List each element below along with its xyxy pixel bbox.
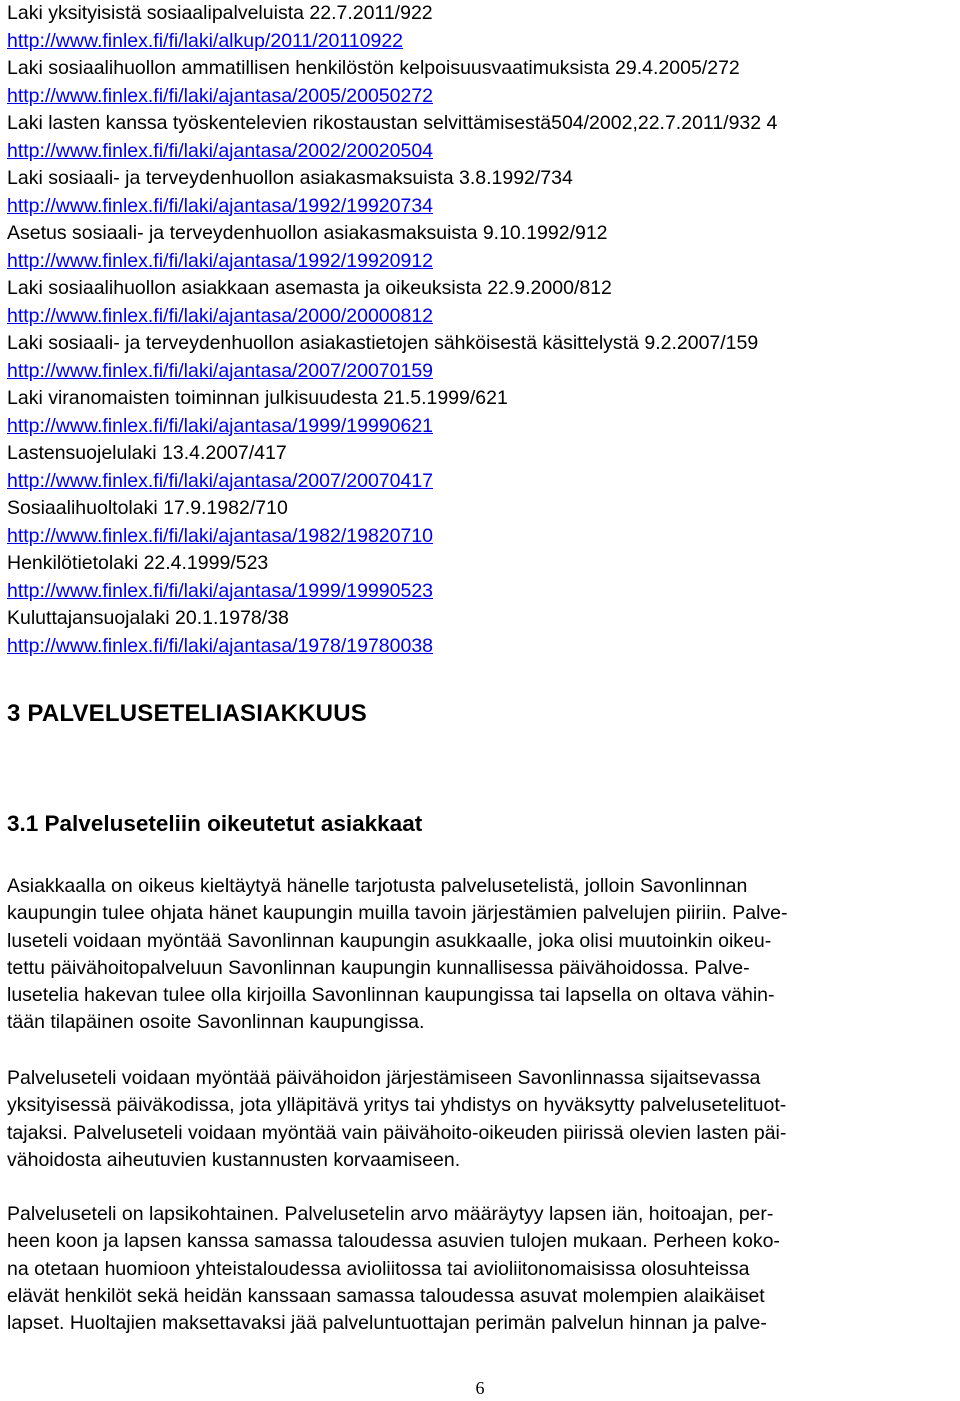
reference-title: Laki yksityisistä sosiaalipalveluista 22.7.2011/922	[7, 2, 433, 24]
paragraph-line: tään tilapäinen osoite Savonlinnan kaupungissa.	[7, 1011, 425, 1034]
reference-link-line	[7, 633, 957, 661]
finlex-link[interactable]: http://www.finlex.fi/fi/laki/ajantasa/1999/19990621	[7, 414, 434, 437]
reference-link-line	[7, 83, 957, 111]
reference-link-line	[7, 413, 957, 441]
paragraph-line: lapset. Huoltajien maksettavaksi jää palveluntuottajan perimän palvelun hinnan ja palve-	[7, 1312, 767, 1335]
finlex-link[interactable]: http://www.finlex.fi/fi/laki/ajantasa/1992/19920734	[7, 194, 434, 217]
paragraph-line: Asiakkaalla on oikeus kieltäytyä hänelle tarjotusta palvelusetelistä, jolloin Savonlinnan	[7, 875, 748, 897]
reference-title: Laki sosiaalihuollon ammatillisen henkilöstön kelpoisuusvaatimuksista 29.4.2005/272	[7, 57, 740, 79]
paragraph-2	[7, 1065, 955, 1174]
reference-link-line	[7, 468, 957, 496]
paragraph-3	[7, 1201, 955, 1337]
reference-link-line	[7, 358, 957, 386]
finlex-link[interactable]: http://www.finlex.fi/fi/laki/ajantasa/2002/20020504	[7, 139, 434, 162]
paragraph-line: elävät henkilöt sekä heidän kanssaan samassa taloudessa asuvat molempien alaikäiset	[7, 1284, 765, 1307]
reference-link-line	[7, 248, 957, 276]
paragraph-line: vähoidosta aiheutuvien kustannusten korvaamiseen.	[7, 1148, 461, 1171]
paragraph-line: heen koon ja lapsen kanssa samassa taloudessa asuvien tulojen mukaan. Perheen koko-	[7, 1230, 780, 1253]
reference-link-line	[7, 303, 957, 331]
page-number: 6	[475, 1378, 485, 1398]
reference-link-line	[7, 28, 957, 56]
finlex-link[interactable]: http://www.finlex.fi/fi/laki/ajantasa/2007/20070159	[7, 359, 434, 382]
reference-title: Laki lasten kanssa työskentelevien rikostaustan selvittämisestä504/2002,22.7.2011/932 4	[7, 112, 778, 134]
paragraph-line: Palveluseteli voidaan myöntää päivähoidon järjestämiseen Savonlinnassa sijaitsevassa	[7, 1067, 761, 1089]
paragraph-line: luseteli voidaan myöntää Savonlinnan kaupungin asukkaalle, joka olisi muutoinkin oikeu-	[7, 929, 772, 952]
finlex-link[interactable]: http://www.finlex.fi/fi/laki/ajantasa/2007/20070417	[7, 469, 434, 492]
reference-title: Lastensuojelulaki 13.4.2007/417	[7, 442, 287, 464]
paragraph-line: lusetelia hakevan tulee olla kirjoilla Savonlinnan kaupungissa tai lapsella on oltava vähin-	[7, 984, 775, 1007]
paragraph-line: kaupungin tulee ohjata hänet kaupungin muilla tavoin järjestämien palvelujen piiriin. Palve-	[7, 902, 788, 925]
reference-title: Laki sosiaali- ja terveydenhuollon asiakastietojen sähköisestä käsittelystä 9.2.2007/159	[7, 332, 759, 354]
reference-link-line	[7, 578, 957, 606]
finlex-link[interactable]: http://www.finlex.fi/fi/laki/ajantasa/2000/20000812	[7, 304, 434, 327]
paragraph-1	[7, 873, 955, 1037]
subsection-heading: 3.1 Palveluseteliin oikeutetut asiakkaat	[7, 811, 423, 836]
paragraph-line: tettu päivähoitopalveluun Savonlinnan kaupungin kunnallisessa päivähoidossa. Palve-	[7, 956, 750, 979]
reference-title: Henkilötietolaki 22.4.1999/523	[7, 552, 269, 574]
paragraph-line: tajaksi. Palveluseteli voidaan myöntää vain päivähoito-oikeuden piirissä olevien lasten päi-	[7, 1121, 787, 1144]
finlex-link[interactable]: http://www.finlex.fi/fi/laki/ajantasa/1982/19820710	[7, 524, 434, 547]
legal-references-list	[7, 0, 957, 660]
finlex-link[interactable]: http://www.finlex.fi/fi/laki/ajantasa/2005/20050272	[7, 84, 434, 107]
finlex-link[interactable]: http://www.finlex.fi/fi/laki/alkup/2011/20110922	[7, 29, 404, 52]
reference-title: Laki sosiaali- ja terveydenhuollon asiakasmaksuista 3.8.1992/734	[7, 167, 573, 189]
reference-link-line	[7, 193, 957, 221]
finlex-link[interactable]: http://www.finlex.fi/fi/laki/ajantasa/1999/19990523	[7, 579, 434, 602]
reference-link-line	[7, 138, 957, 166]
reference-link-line	[7, 523, 957, 551]
finlex-link[interactable]: http://www.finlex.fi/fi/laki/ajantasa/1992/19920912	[7, 249, 434, 272]
reference-title: Kuluttajansuojalaki 20.1.1978/38	[7, 607, 289, 629]
paragraph-line: yksityisessä päiväkodissa, jota ylläpitävä yritys tai yhdistys on hyväksytty palvelusetelituot-	[7, 1094, 787, 1117]
reference-title: Sosiaalihuoltolaki 17.9.1982/710	[7, 497, 288, 519]
finlex-link[interactable]: http://www.finlex.fi/fi/laki/ajantasa/1978/19780038	[7, 634, 434, 657]
paragraph-line: na otetaan huomioon yhteistaloudessa avioliitossa tai avioliitonomaisissa olosuhteissa	[7, 1257, 750, 1280]
reference-title: Laki viranomaisten toiminnan julkisuudesta 21.5.1999/621	[7, 387, 508, 409]
paragraph-line: Palveluseteli on lapsikohtainen. Palvelusetelin arvo määräytyy lapsen iän, hoitoajan, per-	[7, 1203, 774, 1225]
reference-title: Laki sosiaalihuollon asiakkaan asemasta ja oikeuksista 22.9.2000/812	[7, 277, 612, 299]
section-heading: 3 PALVELUSETELIASIAKKUUS	[7, 700, 367, 727]
reference-title: Asetus sosiaali- ja terveydenhuollon asiakasmaksuista 9.10.1992/912	[7, 222, 608, 244]
